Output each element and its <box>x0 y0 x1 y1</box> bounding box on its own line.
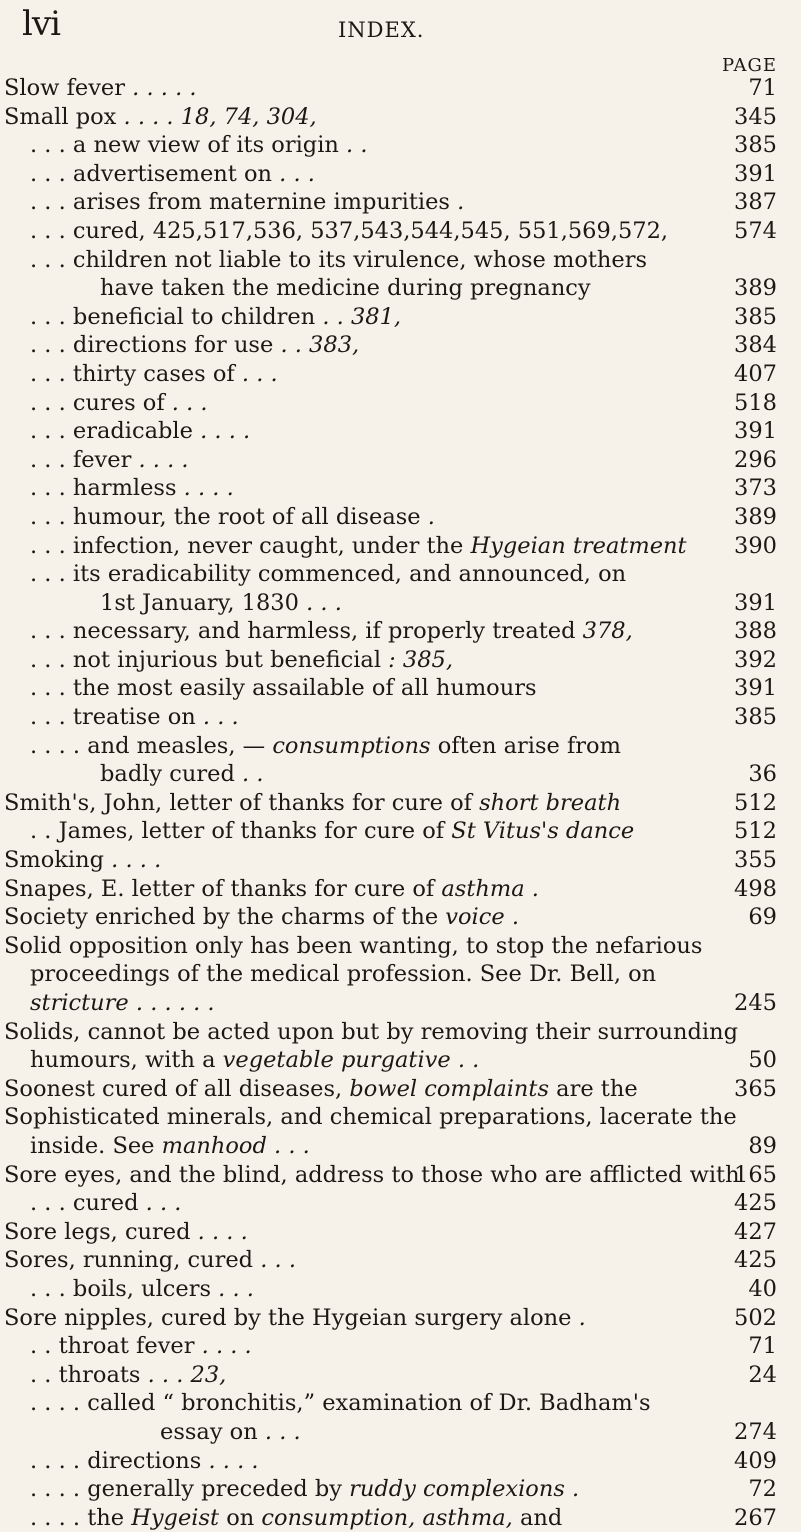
entry-text <box>30 217 668 246</box>
entry-italic-text: . . . <box>164 389 208 416</box>
entry-text <box>30 1475 579 1504</box>
page-column-label: PAGE <box>722 55 777 76</box>
entry-italic-text: . . 381, <box>315 303 402 330</box>
entry-plain-text: . . . . and measles, — <box>30 732 273 759</box>
entry-text <box>30 131 368 160</box>
entry-plain-text: 1st January, 1830 <box>100 589 299 616</box>
entry-text <box>30 532 687 561</box>
entry-text <box>30 732 621 761</box>
entry-text <box>30 617 633 646</box>
entry-italic-text: . . . <box>211 1275 254 1302</box>
entry-plain-text: and <box>512 1504 563 1531</box>
entry-plain-text: . . . a new view of its origin <box>30 132 339 159</box>
entry-italic-text: . . <box>338 132 368 159</box>
entry-plain-text: . . . treatise on <box>30 704 196 731</box>
entry-italic-text: . . . . <box>194 1333 252 1360</box>
entry-text <box>30 560 626 589</box>
index-entry <box>0 331 801 360</box>
entry-text <box>4 74 197 103</box>
entry-italic-text: . . . . <box>192 418 251 445</box>
entry-text <box>30 817 634 846</box>
index-entry <box>0 560 801 589</box>
entry-text <box>4 789 621 818</box>
entry-plain-text: . . throat fever <box>30 1333 195 1360</box>
entry-plain-text: Society enriched by the charms of the <box>4 904 446 931</box>
entry-plain-text: Soonest cured of all diseases, <box>4 1075 350 1102</box>
index-entry <box>0 1418 801 1447</box>
entry-page-number: 345 <box>734 103 777 130</box>
entry-italic-text: . . . <box>234 360 278 387</box>
entry-text <box>4 932 702 961</box>
entry-text <box>100 760 263 789</box>
entry-plain-text: often arise from <box>430 732 621 759</box>
entry-plain-text: . . . cured <box>30 1190 139 1217</box>
entry-page-number: 267 <box>734 1504 777 1531</box>
entry-italic-text: manhood <box>161 1132 267 1159</box>
entry-page-number: 385 <box>734 704 777 731</box>
index-entry <box>0 1132 801 1161</box>
entry-page-number: 245 <box>734 990 777 1016</box>
entry-text <box>30 503 435 532</box>
index-entry <box>0 1075 801 1104</box>
index-entry <box>0 1189 801 1218</box>
entry-plain-text: . . . eradicable <box>30 418 193 445</box>
entry-italic-text: consumptions <box>272 732 431 759</box>
entry-italic-text: Hygeian treatment <box>470 532 687 559</box>
entry-plain-text: . . . boils, ulcers <box>30 1275 212 1302</box>
entry-plain-text: inside. See <box>30 1132 162 1159</box>
entry-plain-text: essay on <box>160 1418 258 1445</box>
entry-page-number: 50 <box>748 1047 777 1074</box>
entry-text <box>30 989 215 1018</box>
entry-page-number: 391 <box>734 675 777 702</box>
index-entry <box>0 1046 801 1075</box>
entry-plain-text: Sores, running, cured <box>4 1247 254 1274</box>
entry-text <box>4 846 161 875</box>
entry-plain-text: . . throats <box>30 1361 141 1388</box>
entry-plain-text: . . . not injurious but beneficial <box>30 646 382 673</box>
entry-page-number: 69 <box>748 904 777 931</box>
index-entry <box>0 846 801 875</box>
entry-page-number: 274 <box>734 1418 777 1445</box>
index-entry <box>0 1018 801 1047</box>
entry-plain-text: Sophisticated minerals, and chemical preparations, lacerate the <box>4 1104 737 1131</box>
entry-plain-text: Sore legs, cured <box>4 1218 191 1245</box>
entry-plain-text: proceedings of the medical profession. See Dr. Bell, on <box>30 961 657 988</box>
index-entry <box>0 417 801 446</box>
entry-text <box>4 1018 738 1047</box>
entry-italic-text: . . <box>450 1047 480 1074</box>
entry-text <box>4 1075 638 1104</box>
entry-text <box>30 1332 252 1361</box>
entry-page-number: 498 <box>734 875 777 902</box>
index-entry <box>0 360 801 389</box>
entry-plain-text: . . . cured, 425,517,536, 537,543,544,545, 551,569,572, <box>30 217 669 244</box>
index-entry <box>0 303 801 332</box>
entry-page-number: 384 <box>734 332 777 359</box>
entry-page-number: 512 <box>734 818 777 845</box>
entry-italic-text: . . . 23, <box>140 1361 227 1388</box>
entry-page-number: 40 <box>748 1275 777 1302</box>
index-entry <box>0 274 801 303</box>
index-entry <box>0 389 801 418</box>
index-entry <box>0 217 801 246</box>
entry-text <box>160 1418 301 1447</box>
entry-italic-text: voice <box>445 904 505 931</box>
entry-page-number: 373 <box>734 475 777 502</box>
entry-text <box>30 1189 181 1218</box>
entry-plain-text: Solids, cannot be acted upon but by removing their surrounding <box>4 1018 739 1045</box>
entry-text <box>30 646 453 675</box>
entry-page-number: 71 <box>748 1333 777 1360</box>
index-entry <box>0 646 801 675</box>
entry-plain-text: . . . children not liable to its virulence, whose mothers <box>30 246 648 273</box>
entry-italic-text: . . . . . <box>125 75 197 101</box>
entry-plain-text: badly cured <box>100 761 235 788</box>
index-entry <box>0 789 801 818</box>
entry-plain-text: . . James, letter of thanks for cure of <box>30 818 452 845</box>
index-entry <box>0 1246 801 1275</box>
entry-plain-text: on <box>219 1504 262 1531</box>
entry-page-number: 355 <box>734 847 777 874</box>
entry-page-number: 574 <box>734 217 777 244</box>
entry-text <box>4 103 317 132</box>
entry-italic-text: short breath <box>479 789 622 816</box>
index-entry <box>0 817 801 846</box>
entry-text <box>4 1218 248 1247</box>
index-entry <box>0 732 801 761</box>
index-entry <box>0 960 801 989</box>
entry-italic-text: bowel complaints <box>349 1075 550 1102</box>
entry-page-number: 387 <box>734 189 777 216</box>
entry-italic-text: . <box>504 904 519 931</box>
entry-text <box>4 1161 740 1190</box>
entry-plain-text: . . . its eradicability commenced, and announced, on <box>30 561 627 588</box>
index-entry <box>0 1161 801 1190</box>
entry-italic-text: . . . <box>272 160 315 187</box>
entry-text <box>30 1046 479 1075</box>
entry-plain-text: . . . beneficial to children <box>30 303 316 330</box>
entry-text <box>30 303 401 332</box>
index-entry <box>0 617 801 646</box>
entry-plain-text: Solid opposition only has been wanting, to stop the nefarious <box>4 932 703 959</box>
entry-plain-text: Sore eyes, and the blind, address to those who are afflicted with <box>4 1161 740 1188</box>
entry-text <box>4 1103 737 1132</box>
entry-text <box>30 1361 226 1390</box>
index-entry <box>0 446 801 475</box>
entry-italic-text: . . . <box>298 589 342 616</box>
entry-text <box>30 246 647 275</box>
entry-italic-text: . . . . <box>104 847 162 874</box>
entry-text <box>30 674 537 703</box>
entry-text <box>30 474 234 503</box>
index-entry <box>0 503 801 532</box>
index-entry <box>0 1218 801 1247</box>
entry-italic-text: . . <box>234 761 264 788</box>
index-entry <box>0 1103 801 1132</box>
index-entry <box>0 188 801 217</box>
entry-text <box>30 1504 562 1532</box>
index-entry <box>0 903 801 932</box>
entry-text <box>30 160 315 189</box>
entry-text <box>30 1132 310 1161</box>
entry-page-number: 385 <box>734 132 777 159</box>
entry-page-number: 390 <box>734 532 777 559</box>
entry-text <box>30 703 239 732</box>
entry-page-number: 518 <box>734 389 777 416</box>
index-entry <box>0 160 801 189</box>
entry-page-number: 165 <box>734 1161 777 1188</box>
page-number: lvi <box>22 4 60 44</box>
entry-italic-text: . . . . <box>176 475 234 502</box>
index-entries <box>0 74 801 1532</box>
entry-text <box>30 188 464 217</box>
index-entry <box>0 74 801 103</box>
entry-text <box>30 1447 259 1476</box>
entry-page-number: 502 <box>734 1304 777 1331</box>
index-entry <box>0 1332 801 1361</box>
entry-plain-text: Small pox <box>4 103 117 130</box>
entry-page-number: 389 <box>734 503 777 530</box>
entry-page-number: 389 <box>734 275 777 302</box>
entry-text <box>4 903 519 932</box>
entry-page-number: 36 <box>748 761 777 788</box>
entry-plain-text: . . . arises from maternine impurities <box>30 189 450 216</box>
index-entry <box>0 589 801 618</box>
entry-text <box>4 1246 296 1275</box>
entry-page-number: 409 <box>734 1447 777 1474</box>
entry-italic-text: . <box>564 1476 580 1503</box>
entry-text <box>30 331 359 360</box>
entry-plain-text: Slow fever <box>4 75 125 101</box>
entry-plain-text: . . . harmless <box>30 475 177 502</box>
index-entry <box>0 246 801 275</box>
entry-plain-text: . . . necessary, and harmless, if properly treated <box>30 618 576 645</box>
entry-page-number: 388 <box>734 618 777 645</box>
entry-text <box>30 389 208 418</box>
entry-page-number: 392 <box>734 646 777 673</box>
entry-text <box>30 446 189 475</box>
index-entry <box>0 1447 801 1476</box>
index-entry <box>0 532 801 561</box>
entry-italic-text: . . . . <box>190 1218 248 1245</box>
entry-plain-text: . . . humour, the root of all disease <box>30 503 421 530</box>
entry-text <box>4 1304 586 1333</box>
entry-page-number: 427 <box>734 1218 777 1245</box>
entry-page-number: 425 <box>734 1190 777 1217</box>
entry-italic-text: . . . <box>253 1247 296 1274</box>
entry-page-number: 24 <box>748 1361 777 1388</box>
entry-text <box>30 417 250 446</box>
entry-italic-text: . <box>524 875 539 902</box>
index-entry <box>0 1361 801 1390</box>
entry-plain-text: Smoking <box>4 847 105 874</box>
entry-text <box>100 274 591 303</box>
entry-text <box>30 360 278 389</box>
entry-plain-text: are the <box>549 1075 638 1102</box>
entry-italic-text: 378, <box>575 618 633 645</box>
entry-italic-text: . . . . . . <box>128 990 215 1016</box>
entry-page-number: 391 <box>734 589 777 616</box>
entry-italic-text: . . . <box>195 704 239 731</box>
running-head: INDEX. <box>338 18 425 42</box>
entry-italic-text: . . . <box>266 1132 310 1159</box>
entry-page-number: 365 <box>734 1075 777 1102</box>
entry-plain-text: . . . . called “ bronchitis,” examination of Dr. Badham's <box>30 1390 651 1417</box>
entry-text <box>4 875 539 904</box>
index-entry <box>0 1275 801 1304</box>
entry-page-number: 296 <box>734 446 777 473</box>
index-entry <box>0 1504 801 1532</box>
index-entry <box>0 1304 801 1333</box>
entry-text <box>30 1275 254 1304</box>
entry-page-number: 425 <box>734 1247 777 1274</box>
entry-page-number: 385 <box>734 303 777 330</box>
entry-italic-text: . <box>420 503 435 530</box>
entry-italic-text: . . . . 18, 74, 304, <box>116 103 317 130</box>
entry-italic-text: consumption, asthma, <box>261 1504 513 1531</box>
entry-page-number: 391 <box>734 160 777 187</box>
entry-italic-text: . . . . <box>131 446 189 473</box>
entry-text <box>30 1389 651 1418</box>
entry-plain-text: . . . . directions <box>30 1447 202 1474</box>
index-entry <box>0 932 801 961</box>
entry-page-number: 71 <box>748 75 777 101</box>
entry-italic-text: stricture <box>30 990 129 1016</box>
entry-italic-text: Hygeist <box>131 1504 220 1531</box>
index-entry <box>0 674 801 703</box>
entry-page-number: 407 <box>734 360 777 387</box>
index-entry <box>0 103 801 132</box>
entry-plain-text: . . . infection, never caught, under the <box>30 532 471 559</box>
entry-page-number: 72 <box>748 1476 777 1503</box>
entry-text <box>30 960 656 989</box>
entry-page-number: 391 <box>734 418 777 445</box>
entry-plain-text: Snapes, E. letter of thanks for cure of <box>4 875 442 902</box>
entry-plain-text: humours, with a <box>30 1047 223 1074</box>
entry-plain-text: have taken the medicine during pregnancy <box>100 275 591 302</box>
entry-text <box>100 589 342 618</box>
entry-page-number: 512 <box>734 789 777 816</box>
index-entry <box>0 760 801 789</box>
index-entry <box>0 989 801 1018</box>
entry-plain-text: . . . . the <box>30 1504 132 1531</box>
index-entry <box>0 1389 801 1418</box>
entry-italic-text: vegetable purgative <box>222 1047 451 1074</box>
entry-page-number: 89 <box>748 1132 777 1159</box>
index-entry <box>0 703 801 732</box>
entry-plain-text: . . . fever <box>30 446 132 473</box>
entry-italic-text: St Vitus's dance <box>451 818 635 845</box>
entry-plain-text: Sore nipples, cured by the Hygeian surgery alone <box>4 1304 572 1331</box>
entry-plain-text: . . . thirty cases of <box>30 360 235 387</box>
index-entry <box>0 875 801 904</box>
entry-italic-text: . <box>571 1304 586 1331</box>
entry-plain-text: . . . advertisement on <box>30 160 272 187</box>
entry-italic-text: ruddy complexions <box>349 1476 565 1503</box>
entry-italic-text: : 385, <box>381 646 453 673</box>
index-entry <box>0 474 801 503</box>
entry-plain-text: . . . cures of <box>30 389 165 416</box>
entry-italic-text: . . . <box>138 1190 182 1217</box>
entry-italic-text: asthma <box>441 875 525 902</box>
entry-italic-text: . . 383, <box>273 332 360 359</box>
entry-plain-text: Smith's, John, letter of thanks for cure of <box>4 789 480 816</box>
entry-plain-text: . . . the most easily assailable of all humours <box>30 675 537 702</box>
entry-italic-text: . . . <box>257 1418 301 1445</box>
entry-italic-text: . . . . <box>201 1447 259 1474</box>
entry-plain-text: . . . . generally preceded by <box>30 1476 350 1503</box>
index-entry <box>0 1475 801 1504</box>
index-entry <box>0 131 801 160</box>
entry-italic-text: . <box>449 189 465 216</box>
entry-plain-text: . . . directions for use <box>30 332 274 359</box>
